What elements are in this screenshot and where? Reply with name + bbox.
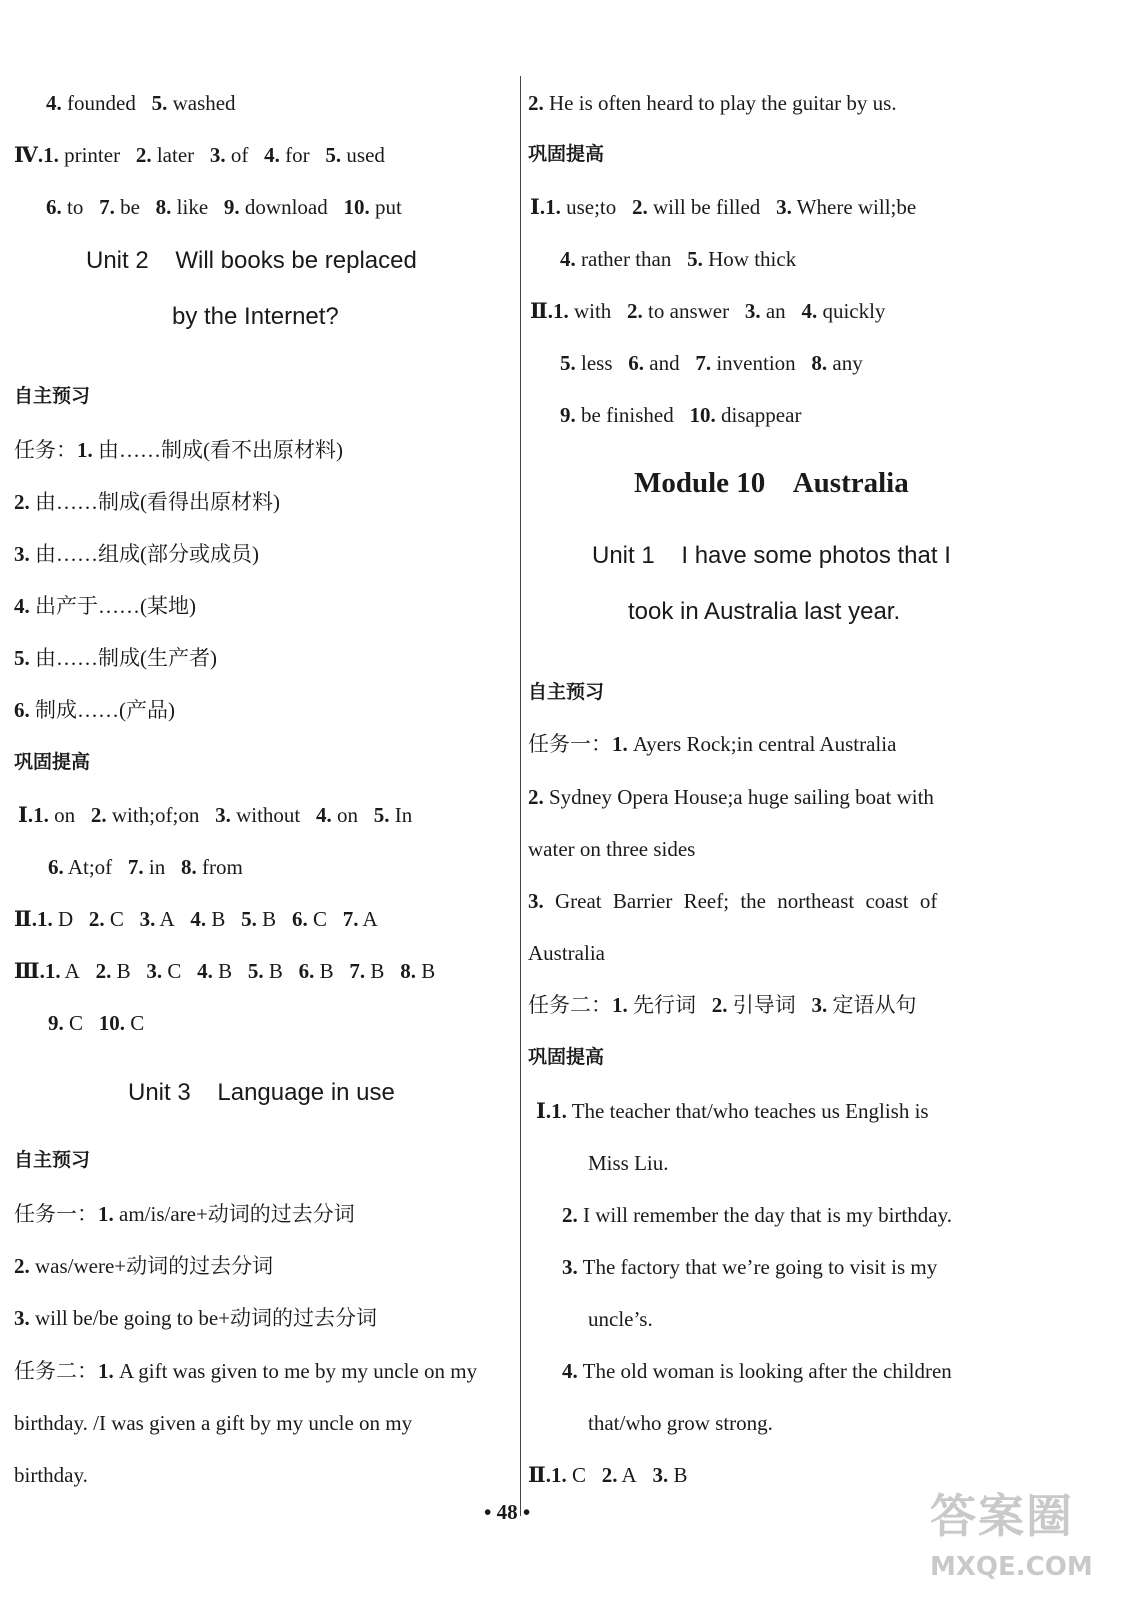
- unit-title: Unit 1 I have some photos that I: [592, 542, 951, 569]
- answer-line: 2. He is often heard to play the guitar by us.: [528, 91, 897, 115]
- section-heading: 自主预习: [14, 1149, 91, 1171]
- watermark: [930, 1480, 1130, 1595]
- answer-line: Ⅱ.1. C 2. A 3. B: [528, 1463, 688, 1487]
- task-line: water on three sides: [528, 837, 696, 861]
- task-line: 3. Great Barrier Reef; the northeast coast of: [528, 889, 938, 913]
- page-number: • 48 •: [484, 1500, 531, 1524]
- watermark-url: MXQE.COM: [930, 1552, 1093, 1582]
- task-line: 4. 出产于……(某地): [14, 594, 196, 618]
- unit-title: Unit 2 Will books be replaced: [86, 247, 417, 274]
- module-title: Module 10 Australia: [634, 467, 909, 499]
- task-line: 2. was/were+动词的过去分词: [14, 1254, 274, 1278]
- answer-line: 4. The old woman is looking after the children: [562, 1359, 952, 1383]
- section-heading: 自主预习: [528, 681, 605, 703]
- answer-line: 4. founded 5. washed: [46, 91, 236, 115]
- task-line: 5. 由……制成(生产者): [14, 646, 217, 670]
- answer-line: 6. At;of 7. in 8. from: [48, 855, 243, 879]
- answer-line: Ⅰ.1. on 2. with;of;on 3. without 4. on 5. In: [18, 803, 413, 827]
- task-line: 任务一：1. am/is/are+动词的过去分词: [14, 1202, 355, 1226]
- unit-title: Unit 3 Language in use: [128, 1079, 395, 1106]
- task-line: 任务二：1. A gift was given to me by my uncle on my: [14, 1359, 478, 1383]
- task-line: Australia: [528, 941, 605, 965]
- answer-line: 3. The factory that we’re going to visit is my: [562, 1255, 938, 1279]
- answer-line: Miss Liu.: [588, 1151, 669, 1175]
- column-divider: [520, 76, 521, 1516]
- task-line: 3. 由……组成(部分或成员): [14, 542, 259, 566]
- section-heading: 巩固提高: [528, 1046, 605, 1068]
- task-line: 3. will be/be going to be+动词的过去分词: [14, 1306, 377, 1330]
- task-line: 任务：1. 由……制成(看不出原材料): [14, 438, 343, 462]
- answer-line: 4. rather than 5. How thick: [560, 247, 797, 271]
- watermark-logo: 答案圈: [930, 1489, 1074, 1543]
- answer-line: Ⅰ.1. use;to 2. will be filled 3. Where will;be: [530, 195, 917, 219]
- unit-title: by the Internet?: [172, 303, 339, 330]
- task-line: 2. Sydney Opera House;a huge sailing boat with: [528, 785, 934, 809]
- answer-line: that/who grow strong.: [588, 1411, 773, 1435]
- answer-line: 2. I will remember the day that is my birthday.: [562, 1203, 952, 1227]
- section-heading: 巩固提高: [14, 751, 91, 773]
- task-line: 任务二：1. 先行词 2. 引导词 3. 定语从句: [528, 993, 917, 1017]
- answer-line: uncle’s.: [588, 1307, 653, 1331]
- task-line: 2. 由……制成(看得出原材料): [14, 490, 280, 514]
- answer-line: Ⅱ.1. D 2. C 3. A 4. B 5. B 6. C 7. A: [14, 907, 378, 931]
- answer-line: Ⅰ.1. The teacher that/who teaches us English is: [536, 1099, 929, 1123]
- task-line: 任务一：1. Ayers Rock;in central Australia: [528, 732, 897, 756]
- section-heading: 巩固提高: [528, 143, 605, 165]
- section-heading: 自主预习: [14, 385, 91, 407]
- answer-line: 6. to 7. be 8. like 9. download 10. put: [46, 195, 402, 219]
- answer-line: Ⅳ.1. printer 2. later 3. of 4. for 5. used: [14, 143, 385, 167]
- task-line: birthday.: [14, 1463, 88, 1487]
- answer-line: 9. C 10. C: [48, 1011, 145, 1035]
- answer-line: 5. less 6. and 7. invention 8. any: [560, 351, 863, 375]
- unit-title: took in Australia last year.: [628, 598, 901, 625]
- answer-line: Ⅲ.1. A 2. B 3. C 4. B 5. B 6. B 7. B 8. B: [14, 959, 436, 983]
- task-line: birthday. /I was given a gift by my uncle on my: [14, 1411, 413, 1435]
- answer-line: 9. be finished 10. disappear: [560, 403, 802, 427]
- task-line: 6. 制成……(产品): [14, 698, 175, 722]
- answer-line: Ⅱ.1. with 2. to answer 3. an 4. quickly: [530, 299, 886, 323]
